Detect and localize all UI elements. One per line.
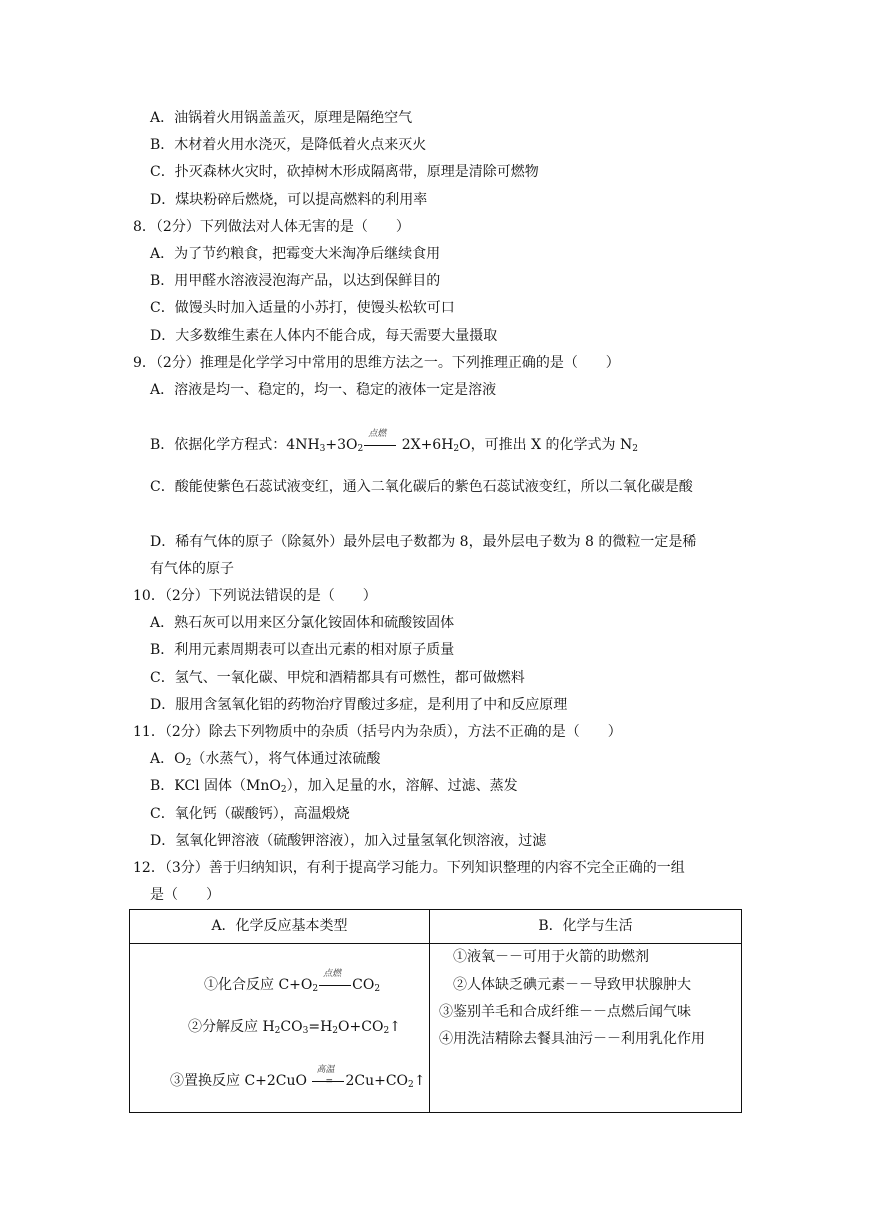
q7-option-c: C．扑灭森林火灾时，砍掉树木形成隔离带，原理是清除可燃物 <box>150 164 539 180</box>
reaction-condition-arrow: 点燃 <box>318 978 352 992</box>
q10-stem: 10．（2分）下列说法错误的是（ ） <box>133 588 377 604</box>
q8-option-d: D．大多数维生素在人体内不能合成，每天需要大量摄取 <box>150 328 498 344</box>
q12-stem-line2: 是（ ） <box>150 887 220 903</box>
q11-option-a: A．$O_2$（水蒸气），将气体通过浓硫酸 <box>150 751 381 768</box>
q9-option-b: B．依据化学方程式：$4NH_3+3O_2$ 点燃 $2X+6H_2O$，可推出 X 的化学式为 $N_2$ <box>150 429 638 454</box>
table-b-item-3: ③鉴别羊毛和合成纤维－－点燃后闻气味 <box>439 1004 691 1020</box>
q10-option-c: C．氢气、一氧化碳、甲烷和酒精都具有可燃性，都可做燃料 <box>150 670 525 686</box>
q11-option-c: C．氧化钙（碳酸钙），高温煅烧 <box>150 806 350 822</box>
table-header-a: A．化学反应基本类型 <box>211 918 348 934</box>
q8-option-c: C．做馒头时加入适量的小苏打，使馒头松软可口 <box>150 300 455 316</box>
q9-option-d-line2: 有气体的原子 <box>150 561 234 577</box>
q11-stem: 11．（2分）除去下列物质中的杂质（括号内为杂质），方法不正确的是（ ） <box>133 724 622 740</box>
q10-option-a: A．熟石灰可以用来区分氯化铵固体和硫酸铵固体 <box>150 615 455 631</box>
q8-option-b: B．用甲醛水溶液浸泡海产品，以达到保鲜目的 <box>150 273 441 289</box>
table-a-item-3: ③置换反应 C+2CuO 高温 = $2Cu+CO_2↑$ <box>170 1065 426 1090</box>
table-a-item-2: ②分解反应 $H_2CO_3=H_2O+CO_2↑$ <box>188 1019 401 1036</box>
q12-stem-line1: 12．（3分）善于归纳知识，有利于提高学习能力。下列知识整理的内容不完全正确的一组 <box>133 860 685 876</box>
q10-option-d: D．服用含氢氧化铝的药物治疗胃酸过多症，是利用了中和反应原理 <box>150 697 568 713</box>
table-b-item-1: ①液氧－－可用于火箭的助燃剂 <box>453 949 649 965</box>
q9-option-c: C．酸能使紫色石蕊试液变红，通入二氧化碳后的紫色石蕊试液变红，所以二氧化碳是酸 <box>150 479 693 495</box>
reaction-condition-arrow: 点燃 <box>363 438 397 452</box>
q8-option-a: A．为了节约粮食，把霉变大米淘净后继续食用 <box>150 246 441 262</box>
q12-table <box>129 909 742 1113</box>
q9-option-d-line1: D．稀有气体的原子（除氦外）最外层电子数都为 8，最外层电子数为 8 的微粒一定是稀 <box>150 534 697 550</box>
q9-option-a: A．溶液是均一、稳定的，均一、稳定的液体一定是溶液 <box>150 382 497 398</box>
q11-option-b: B．KCl 固体（MnO$_2$），加入足量的水，溶解、过滤、蒸发 <box>150 778 518 795</box>
table-header-b: B．化学与生活 <box>538 918 633 934</box>
q9-stem: 9．（2分）推理是化学学习中常用的思维方法之一。下列推理正确的是（ ） <box>133 355 620 371</box>
reaction-condition-arrow: 高温 = <box>311 1074 345 1088</box>
q11-option-d: D．氢氧化钾溶液（硫酸钾溶液），加入过量氢氧化钡溶液，过滤 <box>150 833 547 849</box>
q10-option-b: B．利用元素周期表可以查出元素的相对原子质量 <box>150 642 455 658</box>
q7-option-d: D．煤块粉碎后燃烧，可以提高燃料的利用率 <box>150 192 428 208</box>
q8-stem: 8．（2分）下列做法对人体无害的是（ ） <box>133 219 410 235</box>
q7-option-b: B．木材着火用水浇灭，是降低着火点来灭火 <box>150 137 427 153</box>
q7-option-a: A．油锅着火用锅盖盖灭，原理是隔绝空气 <box>150 110 413 126</box>
table-b-item-2: ②人体缺乏碘元素－－导致甲状腺肿大 <box>453 977 691 993</box>
table-a-item-1: ①化合反应 $C+O_2$ 点燃 $CO_2$ <box>204 969 381 994</box>
table-b-item-4: ④用洗洁精除去餐具油污－－利用乳化作用 <box>439 1031 705 1047</box>
